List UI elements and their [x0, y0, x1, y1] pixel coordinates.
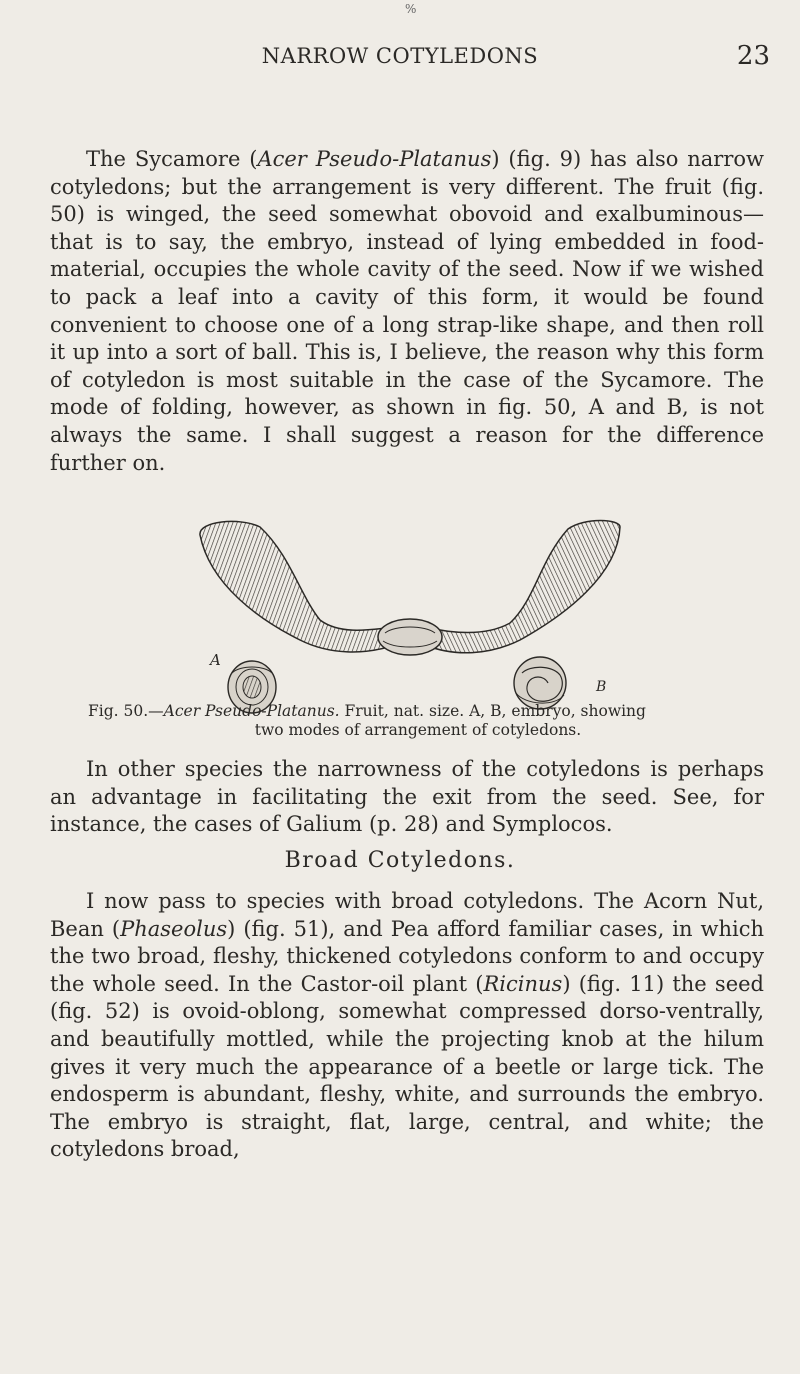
figure-caption: Fig. 50.—Acer Pseudo-Platanus. Fruit, nat. size. A, B, embryo, showing two modes of arrangement of cotyledons. [88, 702, 646, 739]
figure-label-b: B [596, 679, 607, 695]
species-name: Acer Pseudo-Platanus [257, 147, 492, 171]
figure-label-a: A [210, 651, 221, 669]
species-name: Phaseolus [120, 916, 228, 941]
margin-mark: % [405, 2, 417, 16]
paragraph-broad-cotyledons: I now pass to species with broad cotyledons. The Acorn Nut, Bean (Phaseolus) (fig. 51), and Pea afford familiar cases, in which the two broad, fleshy, thickened cotyledons conform to and occupy the whole seed. In the Castor-oil plant (Ricinus) (fig. 11) the seed (fig. 52) is ovoid-oblong, somewhat compressed dorso-ventrally, and beautifully mottled, while the projecting knob at the hilum gives it very much the appearance of a beetle or large tick. The endosperm is abundant, fleshy, white, and surrounds the embryo. The embryo is straight, flat, large, central, and white; the cotyledons broad, [50, 889, 764, 1162]
paragraph-narrowness: In other species the narrowness of the cotyledons is perhaps an advantage in facilitating the exit from the seed. See, for instance, the cases of Galium (p. 28) and Symplocos. [50, 757, 764, 837]
samara-fruit-drawing [200, 521, 620, 656]
paragraph-sycamore: The Sycamore (Acer Pseudo-Platanus) (fig. 9) has also narrow cotyledons; but the arrangement is very different. The fruit (fig. 50) is winged, the seed somewhat obovoid and exalbuminous—that is to say, the embryo, instead of lying embedded in food-material, occupies the whole cavity of the seed. Now if we wished to pack a leaf into a cavity of this form, it would be found convenient to choose one of a long strap-like shape, and then roll it up into a sort of ball. This is, I believe, the reason why this form of cotyledon is most suitable in the case of the Sycamore. The mode of folding, however, as shown in fig. 50, A and B, is not always the same. I shall suggest a reason for the difference further on. [50, 147, 764, 475]
page-header [0, 41, 800, 76]
page-number: 23 [736, 41, 770, 71]
figure-illustration [180, 515, 640, 715]
section-heading: Broad Cotyledons. [284, 848, 516, 873]
species-name: Ricinus [483, 971, 563, 996]
running-title: NARROW COTYLEDONS [261, 44, 539, 68]
